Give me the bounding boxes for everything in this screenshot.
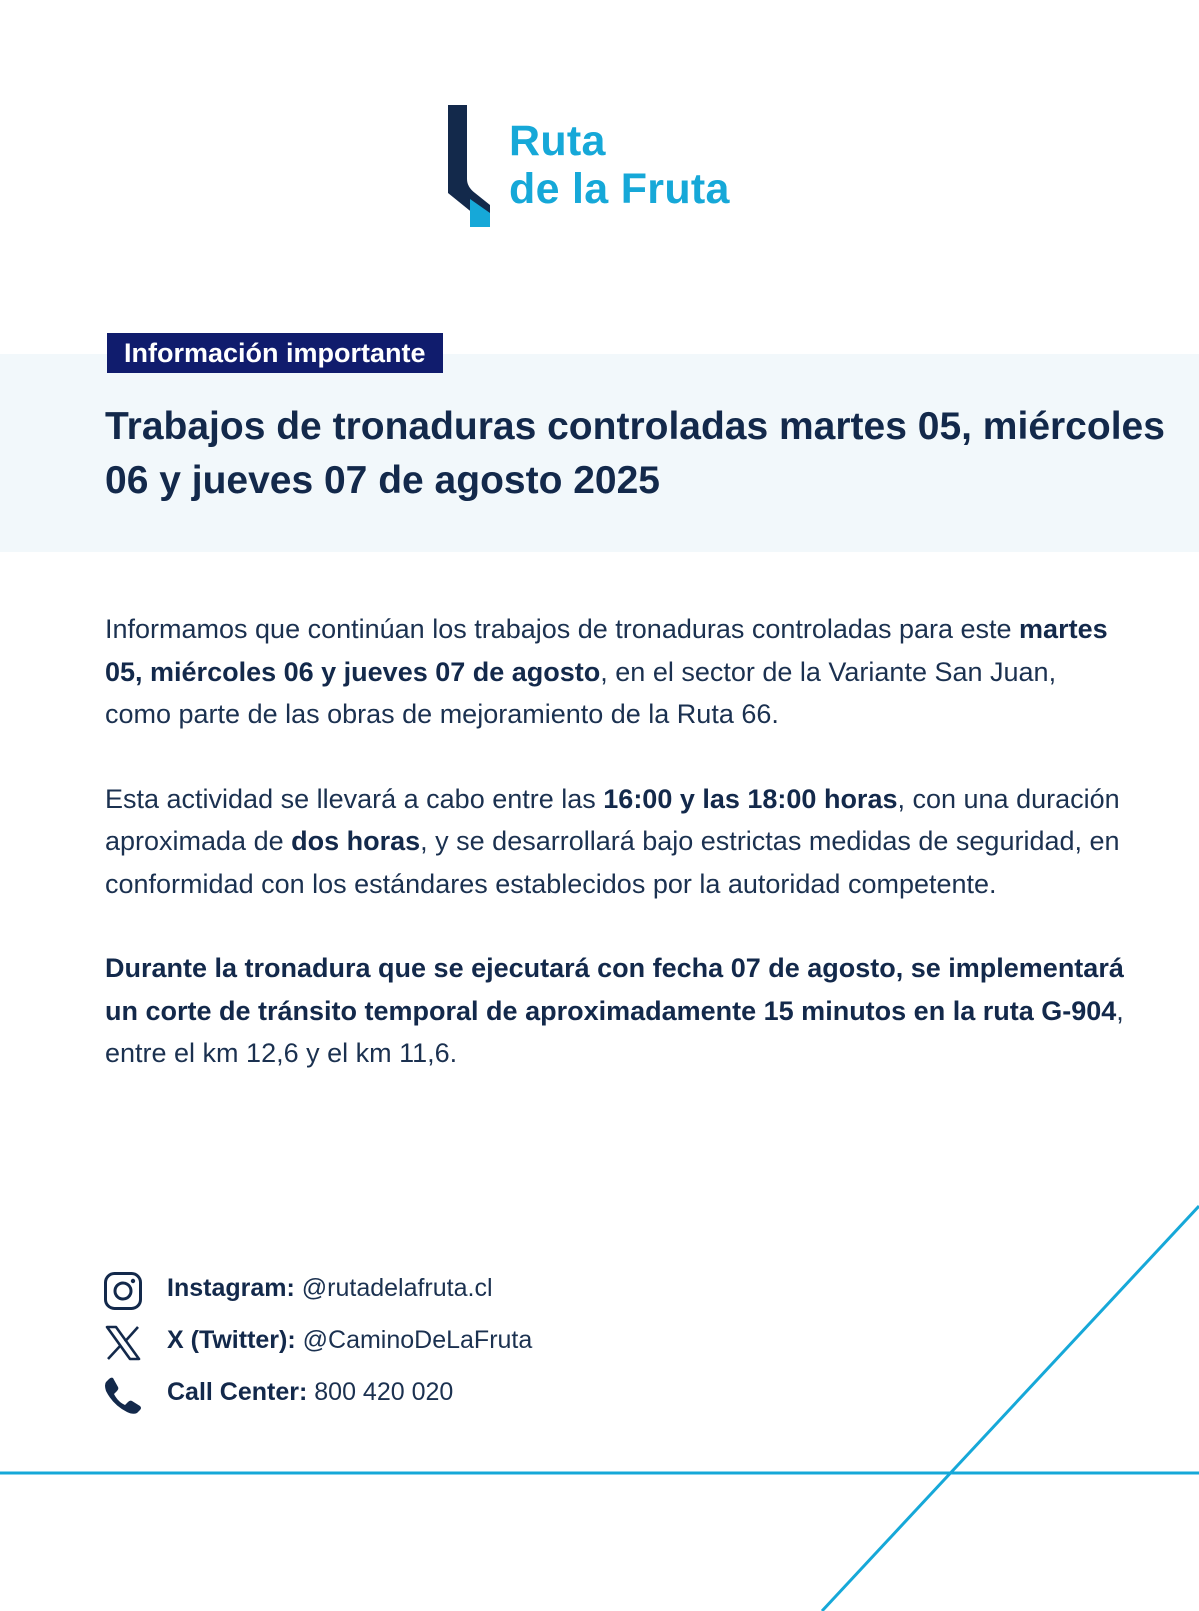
contact-instagram-text	[167, 1274, 493, 1303]
contact-phone-text	[167, 1378, 453, 1407]
contact-value[interactable]: 800 420 020	[314, 1378, 454, 1406]
contact-label: Instagram:	[167, 1274, 295, 1302]
p2-text-a: Esta actividad se llevará a cabo entre las	[105, 783, 604, 814]
logo-mark-icon	[448, 105, 490, 227]
p3-text-b: , entre el km 12,6 y el km 11,6.	[105, 995, 1124, 1068]
contact-label: X (Twitter):	[167, 1326, 296, 1354]
contact-value[interactable]: @CaminoDeLaFruta	[302, 1326, 533, 1354]
p3-closure-bold: Durante la tronadura que se ejecutará con fecha 07 de agosto, se implementará un corte de tránsito temporal de aproximadamente 15 minutos en la ruta G-904	[105, 953, 1124, 1026]
info-tag: Información importante	[107, 333, 443, 373]
p2-hours-bold: 16:00 y las 18:00 horas	[603, 783, 898, 814]
brand-name	[509, 117, 730, 213]
brand-name-line-1: Ruta	[509, 117, 606, 165]
paragraph-3	[105, 947, 1125, 1075]
instagram-icon	[103, 1271, 143, 1311]
diagonal-accent-line	[822, 1206, 1199, 1611]
contact-label: Call Center:	[167, 1378, 308, 1406]
p2-text-c: , con una duración aproximada de	[105, 783, 1120, 856]
p1-text-a: Informamos que continúan los trabajos de tronaduras controladas para este	[105, 614, 1020, 644]
brand-name-line-2: de la Fruta	[509, 165, 730, 213]
p1-dates-bold: martes 05, miércoles 06 y jueves 07 de agosto	[105, 614, 1108, 687]
page-title: Trabajos de tronaduras controladas martes 05, miércoles 06 y jueves 07 de agosto 2025	[105, 405, 1165, 502]
x-twitter-icon	[103, 1323, 143, 1363]
phone-icon	[103, 1375, 143, 1415]
contact-x-text	[167, 1326, 532, 1355]
paragraph-1	[105, 608, 1125, 736]
p2-text-e: , y se desarrollará bajo estrictas medidas de seguridad, en conformidad con los estándares establecidos por la autoridad competente.	[105, 826, 1120, 899]
contact-value[interactable]: @rutadelafruta.cl	[301, 1274, 493, 1302]
brand-logo	[448, 105, 768, 230]
p1-text-c: , en el sector de la Variante San Juan, como parte de las obras de mejoramiento de la Ruta 66.	[105, 656, 1057, 729]
p2-duration-bold: dos horas	[291, 826, 421, 856]
paragraph-2	[105, 778, 1125, 906]
announcement-body	[105, 608, 1125, 1117]
